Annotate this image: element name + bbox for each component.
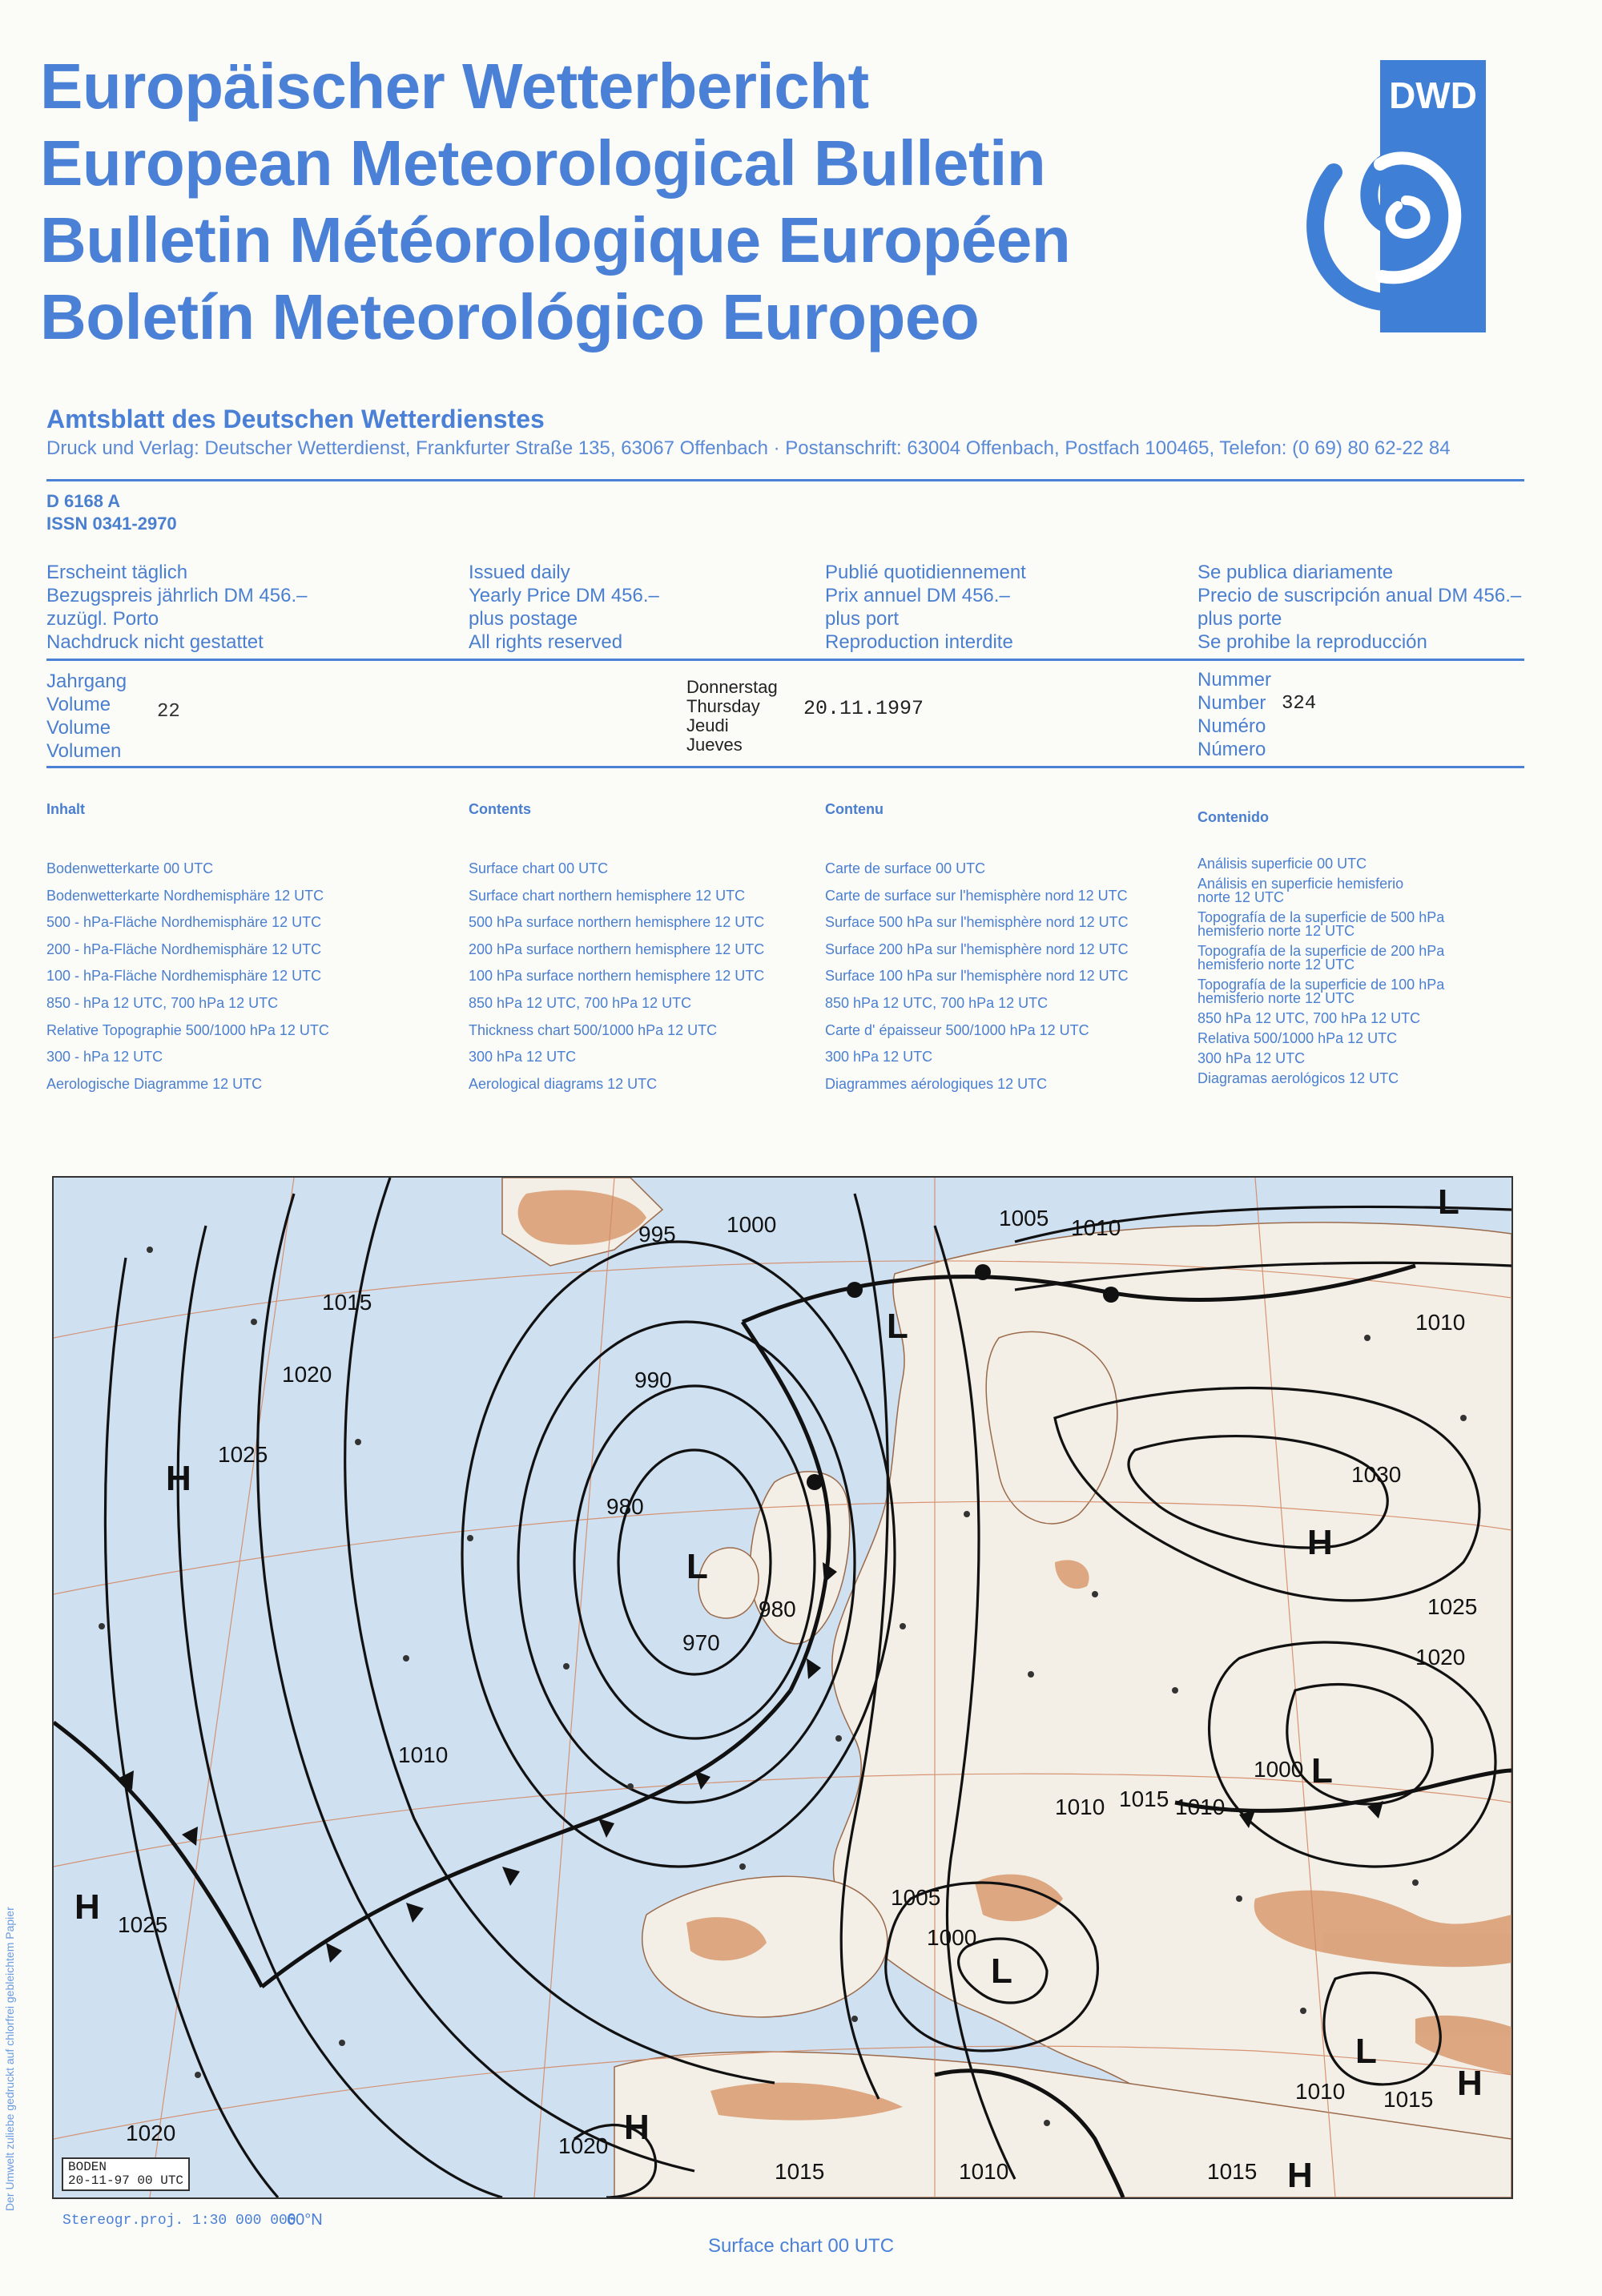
issue-number: 324	[1282, 693, 1317, 715]
low-pressure-center: L	[1355, 2032, 1377, 2071]
isobar-label: 980	[759, 1597, 796, 1621]
isobar-label: 1020	[1415, 1645, 1466, 1670]
projection-note: Stereogr.proj. 1:30 000 000	[62, 2213, 296, 2229]
list-item: Diagramas aerológicos 12 UTC	[1197, 1070, 1399, 1086]
divider	[46, 659, 1524, 661]
isobar-label: 1000	[1254, 1757, 1304, 1782]
isobar-label: 1015	[322, 1290, 372, 1315]
list-item: Topografía de la superficie de 500 hPa	[1197, 909, 1445, 925]
list-item: 850 hPa 12 UTC, 700 hPa 12 UTC	[469, 994, 692, 1011]
list-item: Análisis superficie 00 UTC	[1197, 856, 1367, 872]
contents-list-es	[1197, 857, 1444, 1086]
list-item: 300 - hPa 12 UTC	[46, 1049, 163, 1065]
volume-labels: Jahrgang Volume Volume Volumen	[46, 671, 127, 762]
dwd-logo	[1286, 60, 1486, 332]
contents-list-fr	[825, 856, 1129, 1098]
issn: ISSN 0341-2970	[46, 514, 177, 534]
issue-info-es: Se publica diariamente Precio de suscripción anual DM 456.– plus porte Se prohibe la reproducción	[1197, 562, 1522, 653]
high-pressure-center: H	[624, 2108, 650, 2147]
isobar-label: 1005	[891, 1885, 941, 1910]
divider	[46, 766, 1524, 768]
list-item: Análisis en superficie hemisferio	[1197, 876, 1404, 892]
isobar-label: 1010	[1055, 1795, 1105, 1819]
isobar-label: 970	[682, 1630, 720, 1655]
isobar-label: 1020	[558, 2133, 609, 2158]
title-fr: Bulletin Météorologique Européen	[40, 204, 1071, 276]
list-item: Surface 500 hPa sur l'hemisphère nord 12 UTC	[825, 914, 1129, 931]
isobar-label: 1010	[1295, 2079, 1346, 2104]
isobar-label: 1015	[1207, 2159, 1258, 2184]
list-item: 100 hPa surface northern hemisphere 12 UTC	[469, 968, 765, 985]
map-label-time: 20-11-97 00 UTC	[68, 2173, 184, 2188]
high-pressure-center: H	[1457, 2064, 1483, 2103]
list-item: Thickness chart 500/1000 hPa 12 UTC	[469, 1021, 718, 1038]
weather-map-canvas	[54, 1178, 1511, 2197]
isobar-label: 1015	[1383, 2087, 1434, 2112]
recycled-paper-note: Der Umwelt zuliebe gedruckt auf chlorfrei gebleichtem Papier	[3, 1907, 16, 2211]
list-item: Surface chart northern hemisphere 12 UTC	[469, 887, 746, 904]
isobar-label: 1020	[282, 1362, 332, 1387]
logo-text: DWD	[1389, 75, 1477, 116]
isobar-label: 1010	[398, 1742, 449, 1767]
title-en: European Meteorological Bulletin	[40, 127, 1046, 199]
issue-info-de: Erscheint täglich Bezugspreis jährlich DM 456.– zuzügl. Porto Nachdruck nicht gestattet	[46, 562, 308, 653]
list-item: Topografía de la superficie de 200 hPa	[1197, 943, 1445, 959]
title-es: Boletín Meteorológico Europeo	[40, 281, 980, 352]
isobar-label: 1025	[218, 1442, 268, 1467]
list-item: Carte de surface 00 UTC	[825, 860, 986, 876]
gazette-name: Amtsblatt des Deutschen Wetterdienstes	[46, 405, 545, 433]
list-item: 850 hPa 12 UTC, 700 hPa 12 UTC	[825, 994, 1049, 1011]
list-item: Aerological diagrams 12 UTC	[469, 1075, 658, 1092]
list-item: Surface 100 hPa sur l'hemisphère nord 12 UTC	[825, 968, 1129, 985]
contents-heading-es: Contenido	[1197, 809, 1269, 825]
dwd-swirl-logo-icon	[1286, 60, 1486, 332]
list-item: Surface 200 hPa sur l'hemisphère nord 12 UTC	[825, 941, 1129, 957]
list-item: Carte d' épaisseur 500/1000 hPa 12 UTC	[825, 1021, 1089, 1038]
list-item: 850 - hPa 12 UTC, 700 hPa 12 UTC	[46, 994, 279, 1011]
list-item: norte 12 UTC	[1197, 889, 1285, 905]
map-label-box	[62, 2157, 190, 2191]
contents-heading-en: Contents	[469, 801, 531, 817]
list-item: 300 hPa 12 UTC	[825, 1049, 933, 1065]
side-note	[0, 1762, 19, 2211]
isobar-label: 1010	[1071, 1215, 1121, 1240]
title-de: Europäischer Wetterbericht	[40, 50, 869, 122]
isobar-label: 1025	[1427, 1594, 1478, 1619]
list-item: Aerologische Diagramme 12 UTC	[46, 1075, 263, 1092]
issue-info-en: Issued daily Yearly Price DM 456.– plus postage All rights reserved	[469, 562, 659, 653]
list-item: Surface chart 00 UTC	[469, 860, 609, 876]
list-item: Carte de surface sur l'hemisphère nord 12 UTC	[825, 887, 1128, 904]
isobar-label: 980	[606, 1494, 644, 1519]
map-caption: Surface chart 00 UTC	[707, 2235, 895, 2257]
list-item: hemisferio norte 12 UTC	[1197, 957, 1355, 973]
postal-code: D 6168 A	[46, 491, 121, 511]
isobar-label: 1000	[927, 1925, 977, 1950]
list-item: 500 - hPa-Fläche Nordhemisphäre 12 UTC	[46, 914, 322, 931]
title-block	[40, 48, 1290, 356]
volume-value: 22	[157, 701, 180, 723]
list-item: 500 hPa surface northern hemisphere 12 UTC	[469, 914, 765, 931]
list-item: Relativa 500/1000 hPa 12 UTC	[1197, 1030, 1398, 1046]
isobar-label: 1020	[126, 2121, 176, 2145]
list-item: 300 hPa 12 UTC	[469, 1049, 577, 1065]
number-labels: Nummer Number Numéro Número	[1197, 669, 1272, 760]
low-pressure-center: L	[887, 1307, 908, 1346]
map-label-level: BODEN	[68, 2160, 107, 2174]
list-item: Diagrammes aérologiques 12 UTC	[825, 1075, 1048, 1092]
issue-date: 20.11.1997	[803, 697, 924, 720]
high-pressure-center: H	[166, 1459, 191, 1498]
low-pressure-center: L	[991, 1952, 1012, 1991]
isobar-label: 1030	[1351, 1462, 1402, 1487]
isobar-label: 1000	[727, 1212, 777, 1237]
contents-heading-de: Inhalt	[46, 801, 85, 817]
list-item: Bodenwetterkarte Nordhemisphäre 12 UTC	[46, 887, 324, 904]
isobar-label: 990	[634, 1368, 672, 1392]
high-pressure-center: H	[1287, 2156, 1313, 2195]
list-item: 300 hPa 12 UTC	[1197, 1050, 1306, 1066]
low-pressure-center: L	[1438, 1182, 1459, 1222]
list-item: Topografía de la superficie de 100 hPa	[1197, 977, 1445, 993]
isobar-label: 1010	[1175, 1795, 1226, 1819]
list-item: 850 hPa 12 UTC, 700 hPa 12 UTC	[1197, 1010, 1421, 1026]
low-pressure-center: L	[686, 1547, 708, 1586]
list-item: hemisferio norte 12 UTC	[1197, 923, 1355, 939]
isobar-label: 1005	[999, 1206, 1049, 1231]
list-item: 200 - hPa-Fläche Nordhemisphäre 12 UTC	[46, 941, 322, 957]
reference-latitude: 60°N	[287, 2211, 323, 2229]
isobar-label: 1010	[959, 2159, 1009, 2184]
isobar-label: 1010	[1415, 1310, 1466, 1335]
high-pressure-center: H	[74, 1887, 100, 1927]
contents-list-de	[46, 856, 329, 1098]
isobar-label: 1015	[775, 2159, 825, 2184]
contents-heading-fr: Contenu	[825, 801, 884, 817]
divider	[46, 479, 1524, 481]
list-item: Bodenwetterkarte 00 UTC	[46, 860, 214, 876]
isobar-label: 1025	[118, 1912, 168, 1937]
low-pressure-center: L	[1311, 1751, 1333, 1790]
list-item: 100 - hPa-Fläche Nordhemisphäre 12 UTC	[46, 968, 322, 985]
issue-info-fr: Publié quotidiennement Prix annuel DM 456.– plus port Reproduction interdite	[825, 562, 1026, 653]
list-item: hemisferio norte 12 UTC	[1197, 990, 1355, 1006]
list-item: 200 hPa surface northern hemisphere 12 UTC	[469, 941, 765, 957]
isobar-label: 995	[638, 1222, 676, 1247]
official-gazette-info	[46, 405, 1536, 460]
high-pressure-center: H	[1307, 1523, 1333, 1562]
publisher-address: Druck und Verlag: Deutscher Wetterdienst, Frankfurter Straße 135, 63067 Offenbach · Postanschrift: 63004 Offenbach, Postfach 100465, Telefon: (0 69) 80 62-22 84	[46, 437, 1451, 459]
day-names: Donnerstag Thursday Jeudi Jueves	[686, 677, 778, 755]
surface-weather-map	[52, 1176, 1513, 2199]
publication-codes	[46, 490, 177, 535]
list-item: Relative Topographie 500/1000 hPa 12 UTC	[46, 1021, 329, 1038]
isobar-label: 1015	[1119, 1786, 1169, 1811]
contents-list-en	[469, 856, 764, 1098]
